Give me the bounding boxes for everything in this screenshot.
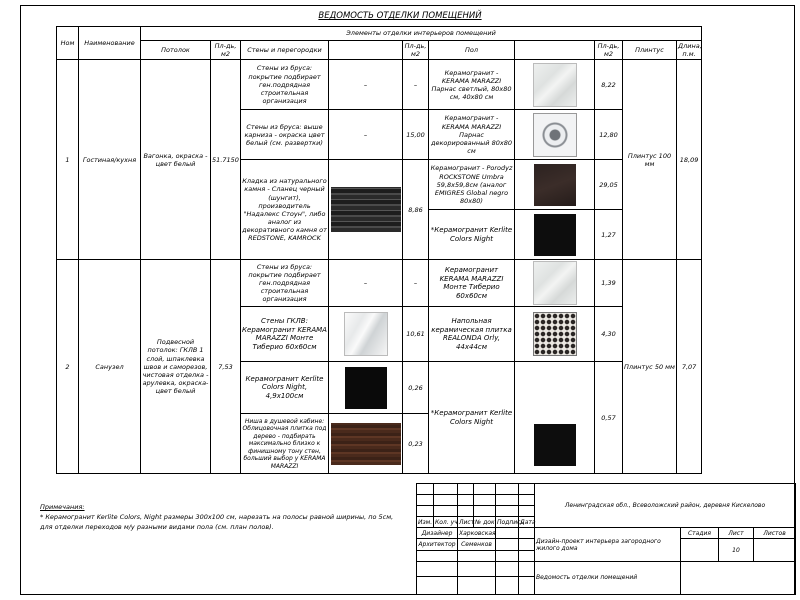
floor-text: *Керамогранит Kerlite Colors Night [429,362,515,474]
sheet-title: Ведомость отделки помещений [535,561,681,594]
room-ceiling: Вагонка, окраска - цвет белый [141,60,211,260]
header-floor: Пол [429,41,515,60]
floor-area: 12,80 [595,110,623,160]
room-ceiling-area: 7,53 [211,260,241,474]
floor-text: Керамогранит - KERAMA MARAZZI Парнас декорированный 80х80 см [429,110,515,160]
floor-swatch [515,110,595,160]
wall-area: 8,86 [403,160,429,260]
umbra-tile-swatch [534,164,576,206]
floor-text: Керамогранит KERAMA MARAZZI Монте Тиберио 60х60см [429,260,515,307]
header-ceiling: Потолок [141,41,211,60]
header-area-walls: Пл-дь, м2 [403,41,429,60]
header-walls-swatch [329,41,403,60]
person-designer: Харковская [458,528,496,539]
sheets-value [754,539,796,561]
col-kol: Кол. уч [434,517,458,528]
notes-block [40,503,400,532]
header-plinth: Плинтус [623,41,677,60]
stage-label: Стадия [681,528,719,539]
col-doc: № док [474,517,496,528]
floor-swatch [515,160,595,210]
wall-text: Ниша в душевой кабине: Облицовочная плитка под дерево - подбирать максимально близко к финишному тону стен, больший выбор у KERAMA MARAZZI [241,414,329,474]
floor-swatch [515,362,595,474]
night-tile-swatch [534,214,576,256]
header-floor-swatch [515,41,595,60]
floor-area: 0,57 [595,362,623,474]
wall-swatch [329,307,403,362]
wall-text: Кладка из натурального камня - Сланец черный (шунгит), производитель "Надалекс Стоун", либо аналог из декоративного камня от REDSTONE, KAMROCK [241,160,329,260]
wood-tile-swatch [331,423,401,465]
wall-area: – [403,260,429,307]
wall-area: – [403,60,429,110]
title-block [416,483,796,595]
room-number: 1 [57,60,79,260]
floor-area: 1,27 [595,210,623,260]
sheet-value: 10 [719,539,754,561]
wall-swatch-dash: – [329,60,403,110]
wall-text: Керамогранит Kerlite Colors Night, 4,9х100см [241,362,329,414]
notes-text: * Керамогранит Kerlite Colors, Night размеры 300х100 см, нарезать на полосы равной ширины, по 5см, для отделки переходов м/у разными видами пола (см. план полов). [40,512,394,531]
floor-swatch [515,260,595,307]
floor-area: 4,30 [595,307,623,362]
marble-tile-swatch [533,261,577,305]
wall-swatch-dash: – [329,110,403,160]
role-designer: Дизайнер [417,528,458,539]
room-plinth: Плинтус 100 мм [623,60,677,260]
sheet-label: Лист [719,528,754,539]
floor-text: Керамогранит - KERAMA MARAZZI Парнас светлый, 80х80 см, 40х80 см [429,60,515,110]
header-area-floor: Пл-дь, м2 [595,41,623,60]
room-ceiling-area: 51.7150 [211,60,241,260]
mosaic-tile-swatch [533,312,577,356]
marble-tile-swatch [533,63,577,107]
room-plinth: Плинтус 50 мм [623,260,677,474]
wall-area: 15,00 [403,110,429,160]
stage-value [681,539,719,561]
col-date: Дата [519,517,535,528]
col-sign: Подпись [496,517,519,528]
wall-swatch [329,414,403,474]
address: Ленинградская обл., Всеволожский район, деревня Кискелово [535,484,796,528]
wall-text: Стены ГКЛВ: Керамогранит KERAMA MARAZZI Монте Тиберио 60х60см [241,307,329,362]
floor-text: *Керамогранит Kerlite Colors Night [429,210,515,260]
header-walls: Стены и перегородки [241,41,329,60]
room-name: Санузел [79,260,141,474]
project-name: Дизайн-проект интерьера загородного жилого дома [535,528,681,561]
night-tile-swatch [345,367,387,409]
room-length: 18,09 [677,60,702,260]
role-architect: Архитектор [417,539,458,550]
wall-area: 10,61 [403,307,429,362]
header-area-ceiling: Пл-дь, м2 [211,41,241,60]
table-row [57,60,702,110]
person-architect: Семенков [458,539,496,550]
wall-text: Стены из бруса: выше карниза - окраска цвет белый (см. развертки) [241,110,329,160]
wall-area: 0,26 [403,362,429,414]
header-elements: Элементы отделки интерьеров помещений [141,27,702,41]
floor-swatch [515,307,595,362]
room-length: 7,07 [677,260,702,474]
header-name: Наименование [79,27,141,60]
col-izm: Изм. [417,517,434,528]
notes-title: Примечания: [40,503,85,511]
wall-swatch [329,362,403,414]
header-length: Длина, п.м. [678,42,702,59]
sheets-label: Листов [754,528,796,539]
floor-area: 29,05 [595,160,623,210]
room-ceiling: Подвесной потолок: ГКЛВ 1 слой, шпаклевка швов и саморезов, чистовая отделка - арулевка, окраска- цвет белый [141,260,211,474]
monte-tiberio-swatch [344,312,388,356]
slate-stone-swatch [331,187,401,232]
finishing-schedule-table [56,26,702,474]
damask-tile-swatch [533,113,577,157]
wall-swatch [329,160,403,260]
wall-text: Стены из бруса: покрытие подбирает ген.подрядная строительная организация [241,60,329,110]
room-name: Гостиная/кухня [79,60,141,260]
room-number: 2 [57,260,79,474]
floor-swatch [515,60,595,110]
header-num: Ном [57,27,79,60]
floor-swatch [515,210,595,260]
floor-text: Напольная керамическая плитка REALONDA Orly, 44х44см [429,307,515,362]
floor-text: Керамогранит - Porodyz ROCKSTONE Umbra 59,8х59,8см (аналог EMIGRES Global negro 80х80) [429,160,515,210]
wall-area: 0,23 [403,414,429,474]
floor-area: 1,39 [595,260,623,307]
document-title: ВЕДОМОСТЬ ОТДЕЛКИ ПОМЕЩЕНИЙ [318,11,482,21]
night-tile-swatch [534,424,576,466]
col-list: Лист [458,517,474,528]
wall-text: Стены из бруса: покрытие подбирает ген.подрядная строительная организация [241,260,329,307]
table-row [57,260,702,307]
wall-swatch-dash: – [329,260,403,307]
floor-area: 8,22 [595,60,623,110]
